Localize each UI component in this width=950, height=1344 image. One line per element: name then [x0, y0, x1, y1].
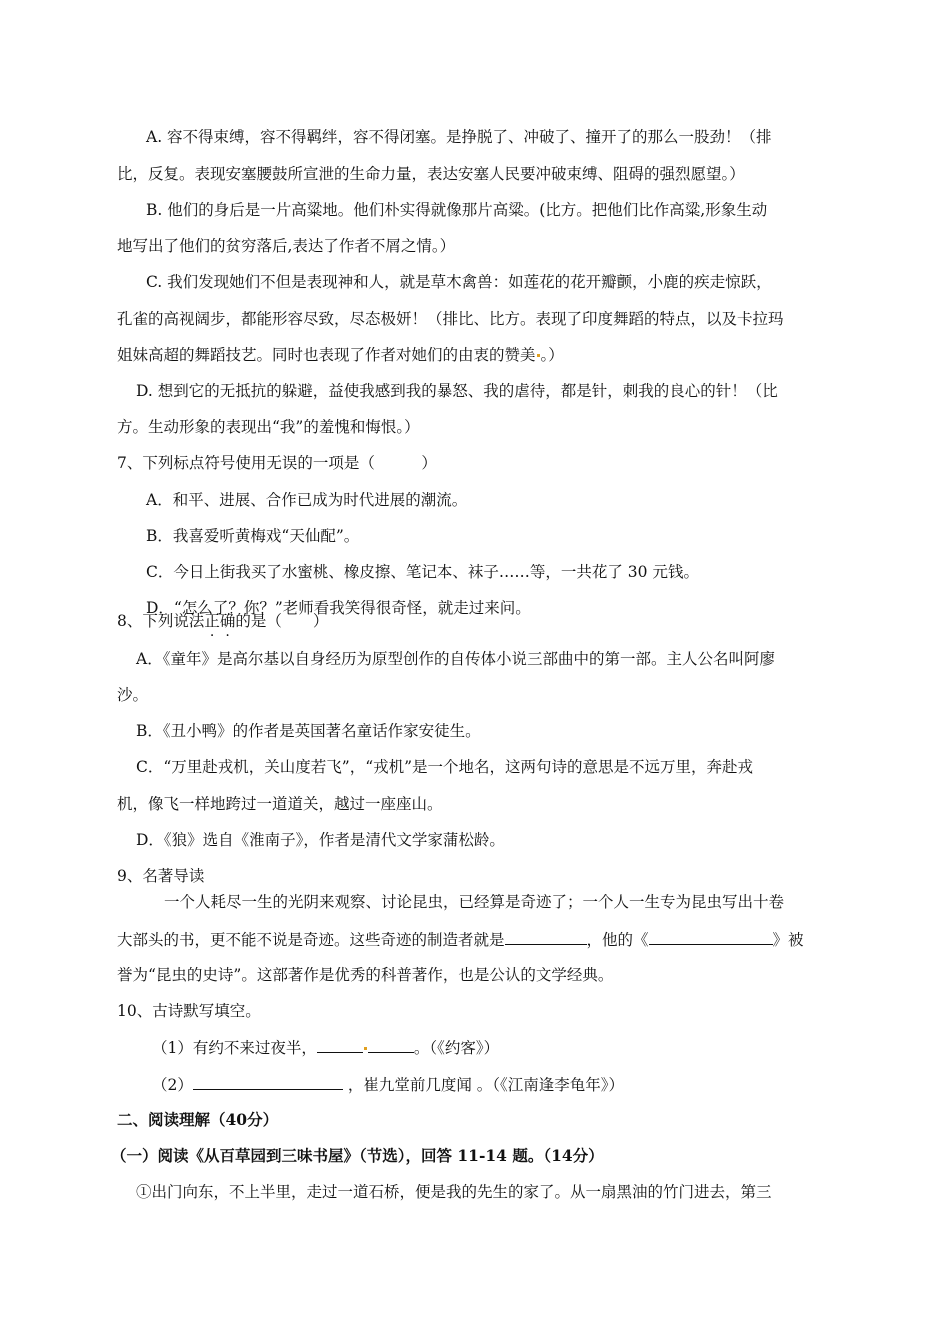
option-6d-line2: 方。生动形象的表现出“我”的羞愧和悔恨。）: [117, 418, 420, 436]
option-6c-line1: C. 我们发现她们不但是表现神和人，就是草木禽兽：如莲花的花开瓣颤，小鹿的疾走惊跃，: [146, 273, 772, 291]
question-9-para-line1: 一个人耗尽一生的光阴来观察、讨论昆虫，已经算是奇迹了；一个人一生专为昆虫写出十卷: [164, 893, 785, 911]
question-7-option-d: D．“怎么了？你？”老师看我笑得很奇怪，就走过来问。: [146, 599, 531, 617]
question-10-item-1-pre: （1）有约不来过夜半，: [152, 1039, 317, 1057]
question-7-stem: 7、下列标点符号使用无误的一项是（ ）: [117, 454, 437, 472]
question-8-stem-post: 的是（ ）: [235, 612, 329, 630]
question-8-option-b: B．《丑小鸭》的作者是英国著名童话作家安徒生。: [136, 722, 481, 740]
question-8-option-c-line2: 机，像飞一样地跨过一道道关，越过一座座山。: [117, 795, 443, 813]
option-6a-line2: 比，反复。表现安塞腰鼓所宣泄的生命力量，表达安塞人民要冲破束缚、阻碍的强烈愿望。）: [117, 165, 745, 183]
option-6c-line3-end: 。）: [540, 346, 564, 364]
emphasis-char-2: 确: [219, 612, 236, 630]
section-2-heading: 二、阅读理解（40分）: [117, 1110, 279, 1129]
blank-author[interactable]: [505, 928, 587, 945]
question-7-option-a: A．和平、进展、合作已成为时代进展的潮流。: [146, 491, 468, 509]
question-8-option-d: D．《狼》选自《淮南子》，作者是清代文学家蒲松龄。: [136, 831, 505, 849]
emphasis-char-1: 正: [204, 612, 220, 630]
question-10-item-1: [152, 1036, 499, 1059]
orange-mark-2: [364, 1047, 367, 1050]
question-10-stem: 10、古诗默写填空。: [117, 1002, 261, 1020]
option-6d-line1: D. 想到它的无抵抗的躲避，益使我感到我的暴怒、我的虐待，都是针，刺我的良心的针！（比: [136, 382, 778, 400]
question-10-item-1-post: 。（《约客》）: [413, 1039, 500, 1057]
question-8-option-a-line2: 沙。: [117, 686, 149, 704]
option-6c-line2: 孔雀的高视阔步，都能形容尽致，尽态极妍！（排比、比方。表现了印度舞蹈的特点，以及卡拉玛: [117, 310, 784, 328]
blank-poem-2[interactable]: [193, 1073, 343, 1090]
option-6c-line3: [117, 344, 564, 366]
blank-poem-1a[interactable]: [317, 1036, 363, 1053]
option-6a-line1: A. 容不得束缚，容不得羁绊，容不得闭塞。是挣脱了、冲破了、撞开了的那么一股劲！（排: [146, 128, 772, 146]
question-8-option-c-line1: C．“万里赴戎机，关山度若飞”，“戎机”是一个地名，这两句诗的意思是不远万里，奔赴戎: [136, 758, 754, 776]
question-9-para-line3: 誉为“昆虫的史诗”。这部著作是优秀的科普著作，也是公认的文学经典。: [117, 966, 614, 984]
option-6b-line1: B. 他们的身后是一片高粱地。他们朴实得就像那片高粱。(比方。把他们比作高粱,形象生动: [146, 201, 768, 219]
option-6b-line2: 地写出了他们的贫穷落后,表达了作者不屑之情。）: [117, 237, 456, 255]
question-10-item-2-pre: （2）: [152, 1076, 193, 1094]
blank-book-title[interactable]: [649, 928, 773, 945]
reading-1-para-1: ①出门向东，不上半里，走过一道石桥，便是我的先生的家了。从一扇黑油的竹门进去，第三: [136, 1183, 772, 1201]
question-10-item-2: [152, 1073, 624, 1096]
question-9-para-line2-pre: 大部头的书，更不能不说是奇迹。这些奇迹的制造者就是: [117, 931, 505, 949]
question-9-para-line2-mid: ，他的《: [586, 931, 649, 949]
question-7-option-c: C．今日上街我买了水蜜桃、橡皮擦、笔记本、袜子……等，一共花了 30 元钱。: [146, 563, 699, 581]
question-10-item-2-post: ，崔九堂前几度闻 。（《江南逢李龟年》）: [347, 1076, 624, 1094]
question-8-stem-pre: 8、下列说法: [117, 612, 205, 630]
question-9-stem: 9、名著导读: [117, 867, 205, 885]
option-6c-line3-text: 姐妹高超的舞蹈技艺。同时也表现了作者对她们的由衷的赞美: [117, 346, 536, 364]
question-9-para-line2-post: 》被: [772, 931, 804, 949]
question-8-stem: [117, 610, 328, 632]
orange-mark: [537, 354, 540, 357]
question-8-option-a-line1: A．《童年》是高尔基以自身经历为原型创作的自传体小说三部曲中的第一部。主人公名叫阿廖: [136, 650, 775, 668]
blank-poem-1b[interactable]: [368, 1036, 414, 1053]
reading-1-heading: （一）阅读《从百草园到三味书屋》（节选），回答 11-14 题。（14分）: [111, 1146, 604, 1165]
question-7-option-b: B．我喜爱听黄梅戏“天仙配”。: [146, 527, 360, 545]
question-9-para-line2: [117, 928, 804, 951]
